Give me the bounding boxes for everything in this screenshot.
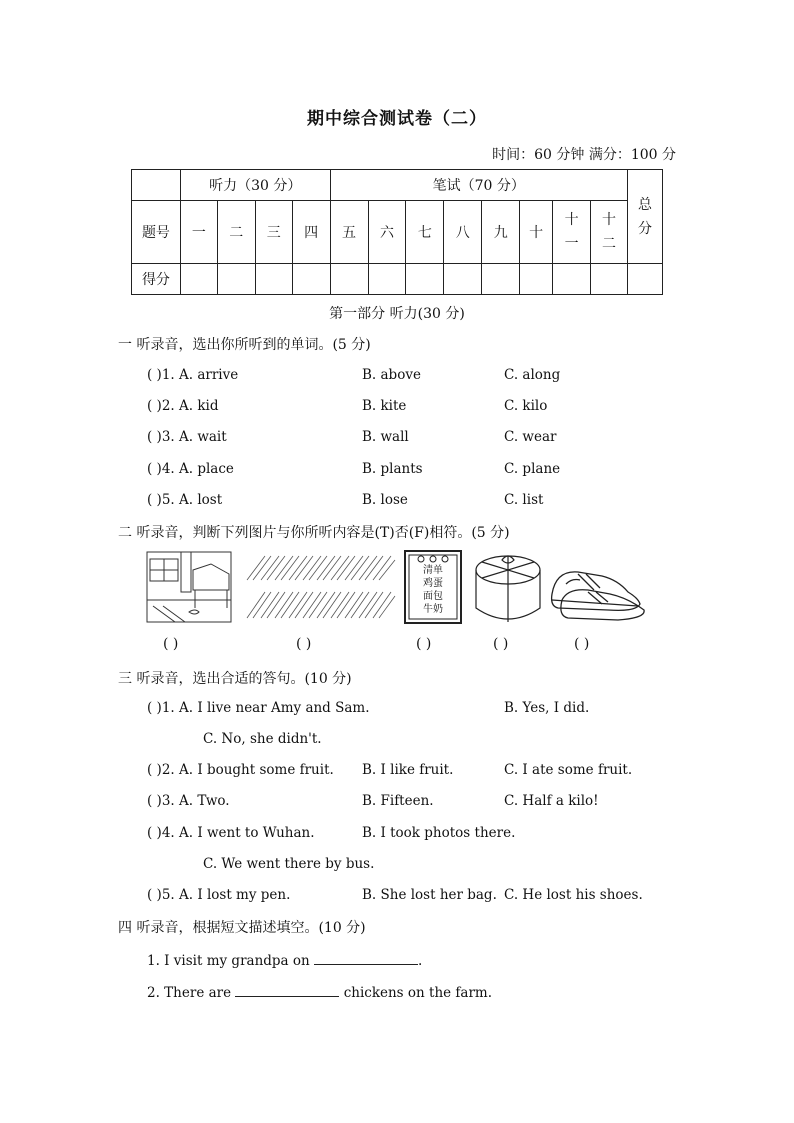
s3-item-4-b: B. I took photos there. [362, 825, 516, 841]
q-num-3: 三 [255, 201, 292, 264]
section2-heading: 二 听录音，判断下列图片与你所听内容是(T)否(F)相符。(5 分) [118, 525, 510, 541]
score-cell[interactable] [482, 264, 520, 295]
s1-item-5-c: C. list [504, 492, 544, 508]
q-num-8: 八 [444, 201, 482, 264]
s4-line-1-text: 1. I visit my grandpa on [147, 953, 310, 969]
score-cell[interactable] [180, 264, 217, 295]
s1-item-4-b: B. plants [362, 461, 423, 477]
room-picture-icon [145, 550, 233, 624]
s3-item-1-b: B. Yes, I did. [504, 700, 590, 716]
s3-item-2-stem: ( )2. A. I bought some fruit. [147, 762, 334, 778]
score-cell[interactable] [406, 264, 444, 295]
s3-item-3-c: C. Half a kilo! [504, 793, 599, 809]
section4-heading: 四 听录音，根据短文描述填空。(10 分) [118, 920, 366, 936]
s4-line-1 [147, 950, 422, 969]
s3-item-4-stem: ( )4. A. I went to Wuhan. [147, 825, 315, 841]
score-cell[interactable] [591, 264, 628, 295]
s3-item-5-c: C. He lost his shoes. [504, 887, 643, 903]
q-num-2: 二 [217, 201, 255, 264]
score-cell[interactable] [330, 264, 368, 295]
pic-1-answer[interactable]: ( ) [163, 636, 179, 652]
pic-5-answer[interactable]: ( ) [574, 636, 590, 652]
s4-line-2-end: chickens on the farm. [343, 985, 493, 1001]
s1-item-1-stem: ( )1. A. arrive [147, 367, 239, 383]
s3-item-5-stem: ( )5. A. I lost my pen. [147, 887, 291, 903]
gift-box-icon [474, 550, 542, 624]
s1-item-5-stem: ( )5. A. lost [147, 492, 223, 508]
s1-item-3-c: C. wear [504, 429, 557, 445]
s3-item-2-c: C. I ate some fruit. [504, 762, 633, 778]
score-cell[interactable] [444, 264, 482, 295]
s3-item-1-c: C. No, she didn't. [203, 731, 322, 747]
note-line-1: 清单 [423, 565, 443, 576]
s1-item-3-stem: ( )3. A. wait [147, 429, 227, 445]
s3-item-4-c: C. We went there by bus. [203, 856, 375, 872]
s1-item-4-c: C. plane [504, 461, 561, 477]
s1-item-3-b: B. wall [362, 429, 409, 445]
q-num-4: 四 [292, 201, 330, 264]
s3-item-2-b: B. I like fruit. [362, 762, 454, 778]
s3-item-5-b: B. She lost her bag. [362, 887, 497, 903]
answer-blank-1[interactable] [314, 950, 418, 965]
score-cell[interactable] [217, 264, 255, 295]
s1-item-2-b: B. kite [362, 398, 407, 414]
s4-line-2 [147, 982, 492, 1001]
s1-item-4-stem: ( )4. A. place [147, 461, 234, 477]
shopping-list-picture [404, 550, 462, 624]
score-cell[interactable] [292, 264, 330, 295]
shoes-icon [548, 550, 648, 624]
s1-item-2-c: C. kilo [504, 398, 548, 414]
s4-line-1-end: . [418, 953, 423, 969]
q-num-5: 五 [330, 201, 368, 264]
s3-item-3-b: B. Fifteen. [362, 793, 434, 809]
s1-item-1-c: C. along [504, 367, 561, 383]
total-score-cell[interactable] [627, 264, 662, 295]
q-num-7: 七 [406, 201, 444, 264]
note-line-2: 鸡蛋 [423, 578, 443, 589]
s3-item-1-stem: ( )1. A. I live near Amy and Sam. [147, 700, 370, 716]
note-line-4: 牛奶 [423, 604, 443, 615]
s3-item-3-stem: ( )3. A. Two. [147, 793, 230, 809]
pic-2-answer[interactable]: ( ) [296, 636, 312, 652]
row-label-number: 题号 [132, 201, 181, 264]
pic-3-answer[interactable]: ( ) [416, 636, 432, 652]
total-header: 总 分 [627, 170, 662, 264]
exam-meta: 时间：60 分钟 满分：100 分 [492, 147, 676, 163]
q-num-6: 六 [368, 201, 406, 264]
answer-blank-2[interactable] [235, 982, 339, 997]
q-num-12: 十 二 [591, 201, 628, 264]
section1-heading: 一 听录音，选出你所听到的单词。(5 分) [118, 337, 371, 353]
s4-line-2-text: 2. There are [147, 985, 232, 1001]
row-label-score: 得分 [132, 264, 181, 295]
q-num-11: 十 一 [553, 201, 591, 264]
s1-item-2-stem: ( )2. A. kid [147, 398, 219, 414]
score-cell[interactable] [553, 264, 591, 295]
score-cell[interactable] [368, 264, 406, 295]
pencils-picture-icon [243, 550, 398, 624]
s1-item-1-b: B. above [362, 367, 421, 383]
listening-header: 听力（30 分） [180, 170, 330, 201]
q-num-9: 九 [482, 201, 520, 264]
table-corner [132, 170, 181, 201]
q-num-10: 十 [520, 201, 553, 264]
s1-item-5-b: B. lose [362, 492, 408, 508]
section3-heading: 三 听录音，选出合适的答句。(10 分) [118, 671, 352, 687]
note-line-3: 面包 [423, 591, 443, 602]
q-num-1: 一 [180, 201, 217, 264]
score-cell[interactable] [520, 264, 553, 295]
score-cell[interactable] [255, 264, 292, 295]
score-table [131, 169, 663, 295]
part-title: 第一部分 听力(30 分) [329, 306, 465, 322]
page-title: 期中综合测试卷（二） [307, 109, 487, 129]
writing-header: 笔试（70 分） [330, 170, 627, 201]
pic-4-answer[interactable]: ( ) [493, 636, 509, 652]
